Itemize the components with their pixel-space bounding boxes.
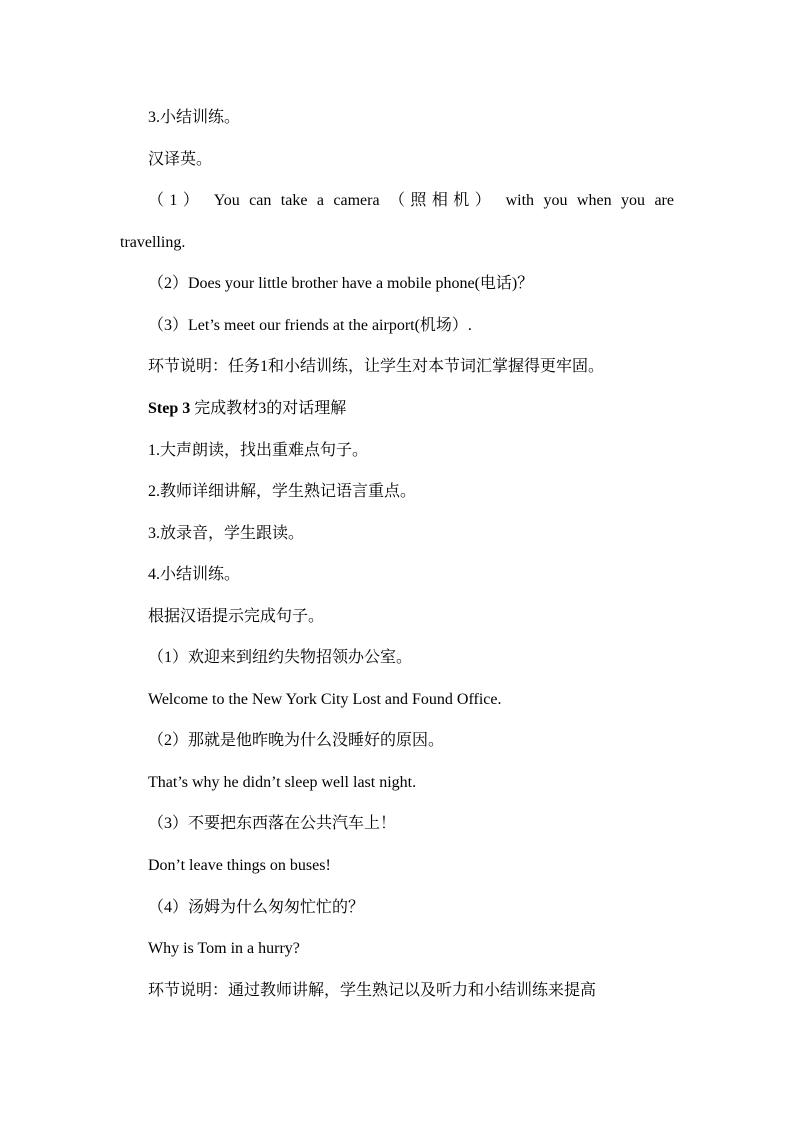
step-3-item-1: 1.大声朗读，找出重难点句子。: [148, 442, 369, 459]
step-3-heading: [148, 399, 346, 419]
exercise-item-1: （1） You can take a camera （照相机） with you when you are: [148, 192, 674, 209]
step-label: Step 3: [148, 400, 191, 417]
exercise-item-1-continuation: travelling.: [120, 234, 186, 251]
complete-sentences-instruction: 根据汉语提示完成句子。: [148, 608, 325, 625]
section-note-2: 环节说明：通过教师讲解，学生熟记以及听力和小结训练来提高: [148, 982, 597, 999]
section-note-1: 环节说明：任务1和小结训练，让学生对本节词汇掌握得更牢固。: [148, 358, 605, 375]
step-3-item-2: 2.教师详细讲解，学生熟记语言重点。: [148, 483, 417, 500]
sentence-3-chinese: （3）不要把东西落在公共汽车上！: [148, 815, 397, 832]
sentence-2-english: That’s why he didn’t sleep well last night.: [148, 774, 417, 791]
exercise-item-3: （3）Let’s meet our friends at the airport(机场）.: [148, 317, 472, 334]
sentence-1-chinese: （1）欢迎来到纽约失物招领办公室。: [148, 649, 413, 666]
summary-practice-heading: 3.小结训练。: [148, 109, 241, 126]
sentence-3-english: Don’t leave things on buses!: [148, 857, 331, 874]
step-3-item-4: 4.小结训练。: [148, 566, 241, 583]
sentence-4-english: Why is Tom in a hurry?: [148, 940, 300, 957]
step-3-item-3: 3.放录音，学生跟读。: [148, 525, 305, 542]
step-title: 完成教材3的对话理解: [194, 400, 347, 417]
exercise-item-2: （2）Does your little brother have a mobile phone(电话)？: [148, 275, 534, 292]
translate-instruction: 汉译英。: [148, 151, 213, 168]
sentence-2-chinese: （2）那就是他昨晚为什么没睡好的原因。: [148, 732, 445, 749]
sentence-4-chinese: （4）汤姆为什么匆匆忙忙的？: [148, 899, 365, 916]
sentence-1-english: Welcome to the New York City Lost and Found Office.: [148, 691, 502, 708]
